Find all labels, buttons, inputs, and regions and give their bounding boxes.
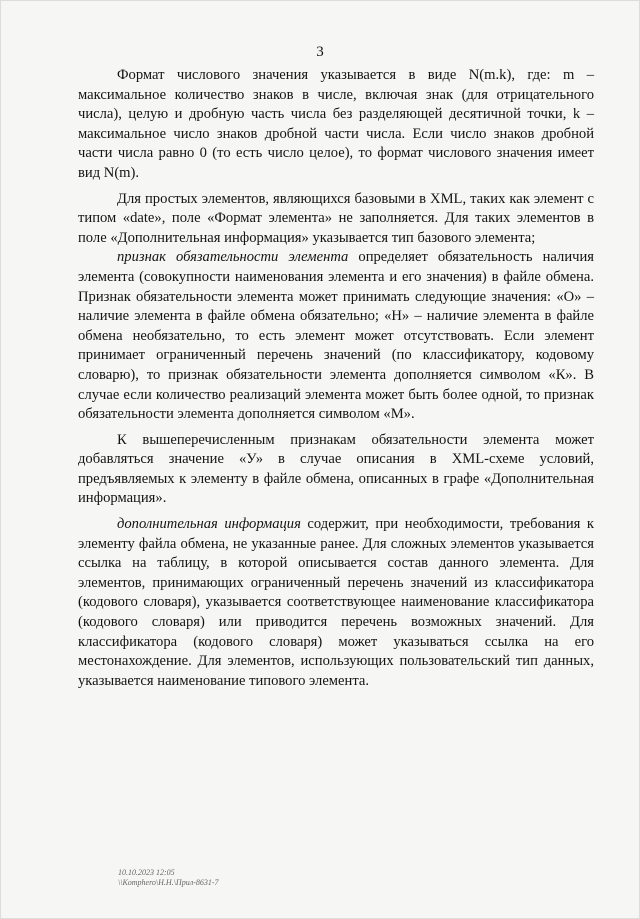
paragraph-mandatory-flag bbox=[78, 248, 594, 424]
footer-timestamp: 10.10.2023 12:05 bbox=[118, 868, 175, 877]
page-number: 3 bbox=[316, 44, 324, 60]
paragraph-text: Формат числового значения указывается в виде N(m.k), где: m – максимальное количество знаков в числе, включая знак (для отрицательного числа), целую и дробную часть числа без разделяющей десятичной точки, k – максимальное число знаков дробной части числа. Если число знаков дробной части числа равно 0 (то есть число целое), то формат числового значения имеет вид N(m). bbox=[78, 67, 594, 181]
paragraph-number-format bbox=[78, 66, 594, 184]
paragraph-additional-info bbox=[78, 515, 594, 691]
paragraph-simple-elements bbox=[78, 190, 594, 249]
paragraph-text: содержит, при необходимости, требования к элементу файла обмена, не указанные ранее. Для сложных элементов указывается ссылка на таблицу, в которой описывается состав данного элемента. Для элементов, принимающих ограниченный перечень значений из классификатора (кодового словаря), указывается соответствующее наименование классификатора (кодового словаря) или приводится перечень возможных значений. Для классификатора (кодового словаря) может указываться ссылка на его местонахождение. Для элементов, использующих пользовательский тип данных, указывается наименование типового элемента. bbox=[78, 516, 595, 689]
paragraph-additional-flag bbox=[78, 431, 594, 509]
paragraph-lead-term: дополнительная информация bbox=[117, 516, 301, 533]
paragraph-text: определяет обязательность наличия элемента (совокупности наименования элемента и его значения) в файле обмена. Признак обязательности элемента может принимать следующие значения: «О» – наличие элемента в файле обмена обязательно; «Н» – наличие элемента в файле обмена необязательно, то есть элемент может отсутствовать. Если элемент принимает ограниченный перечень значений (по классификатору, кодовому словарю), то признак обязательности элемента дополняется символом «К». В случае если количество реализаций элемента может быть более одной, то признак обязательности элемента дополняется символом «М». bbox=[78, 249, 594, 423]
paragraph-text: К вышеперечисленным признакам обязательности элемента может добавляться значение «У» в случае описания в XML-схеме условий, предъявляемых к элементу в файле обмена, описанных в графе «Дополнительная информация». bbox=[78, 431, 594, 507]
footer-file-path: \\Komphero\Н.Н.\Прил-8631-7 bbox=[118, 878, 219, 887]
paragraph-lead-term: признак обязательности элемента bbox=[117, 249, 349, 266]
paragraph-text: Для простых элементов, являющихся базовыми в XML, таких как элемент с типом «date», поле «Формат элемента» не заполняется. Для таких элементов в поле «Дополнительная информация» указывается тип базового элемента; bbox=[78, 190, 594, 246]
document-body bbox=[78, 66, 594, 691]
document-footer bbox=[118, 868, 219, 888]
